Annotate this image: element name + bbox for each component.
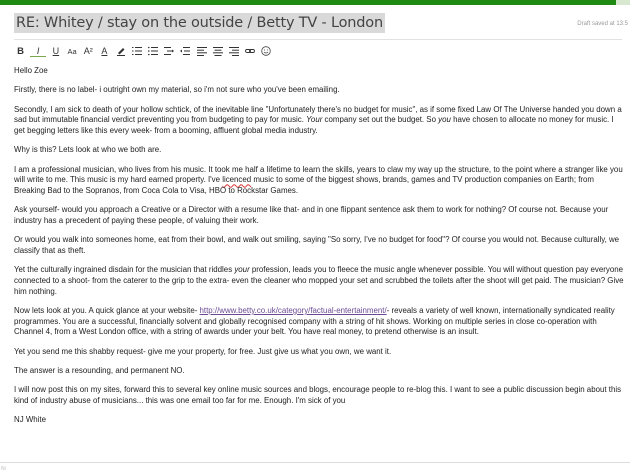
paragraph: I will now post this on my sites, forward this to several key online music sources and blogs, encourage people to re-blog this. I want to see a public discussion begin about this kind of industry abuse of musicians... this was one email too far for me. Enough. I'm sick of you — [14, 385, 622, 405]
subject-divider — [14, 39, 622, 40]
bulleted-list-icon — [148, 46, 158, 56]
text: I am a professional musician, who lives from his music. It took me half a lifetime to learn the skills, years to claw my way up the structure, to the point where a stranger like you will write to me. This music is my hard earned property. I've — [14, 164, 623, 185]
emoji-icon — [261, 46, 271, 56]
formatting-toolbar — [14, 44, 276, 58]
align-center-icon — [213, 46, 223, 56]
align-left-icon — [197, 46, 207, 56]
align-right-icon — [229, 46, 239, 56]
align-center-button[interactable] — [211, 44, 224, 58]
bold-icon: B — [17, 45, 24, 57]
indent-icon — [180, 46, 190, 56]
subject-field[interactable]: RE: Whitey / stay on the outside / Betty TV - London — [16, 15, 383, 31]
subject-row — [0, 5, 630, 39]
emphasis: you — [438, 115, 451, 125]
emphasis: your — [234, 265, 250, 275]
highlighter-icon — [116, 46, 126, 56]
emphasis: Your — [306, 115, 323, 125]
corner-mark: Ni — [1, 466, 6, 472]
superscript-icon: A² — [83, 46, 93, 56]
font-size-icon: Aa — [67, 46, 77, 56]
misspelled-word[interactable]: licenced — [222, 175, 252, 185]
italic-button[interactable] — [30, 45, 46, 57]
paragraph: Or would you walk into someones home, eat from their bowl, and walk out smiling, saying "So sorry, I've no budget for food"? Of course you would not. Because culturally, we classify that as theft. — [14, 235, 620, 255]
text: Now lets look at you. A quick glance at your website- — [14, 306, 200, 315]
emoji-button[interactable] — [260, 44, 273, 58]
superscript-button[interactable] — [82, 44, 95, 58]
text: Yet the culturally ingrained disdain for the musician that riddles — [14, 265, 235, 275]
align-left-button[interactable] — [195, 44, 208, 58]
bold-button[interactable] — [14, 44, 27, 58]
paragraph: Yet you send me this shabby request- give me your property, for free. Just give us what you own, we want it. — [14, 346, 392, 356]
numbered-list-button[interactable] — [130, 44, 143, 58]
paragraph: The answer is a resounding, and permanent NO. — [14, 366, 185, 375]
paragraph — [14, 105, 626, 137]
paragraph — [14, 165, 626, 197]
numbered-list-icon — [132, 46, 142, 56]
greeting: Hello Zoe — [14, 66, 48, 75]
text: company set out the budget. So — [322, 115, 439, 125]
font-color-button[interactable] — [98, 44, 111, 58]
font-size-button[interactable] — [66, 44, 79, 58]
align-right-button[interactable] — [227, 44, 240, 58]
bulleted-list-button[interactable] — [147, 44, 160, 58]
highlight-button[interactable] — [114, 44, 127, 58]
paragraph — [14, 265, 626, 297]
text: music to some of the biggest shows, brands, games and TV production companies on Earth; from Breaking Bad to the Sopranos, from Coca Cola to Visa, HBO to Rockstar Games. — [14, 175, 594, 195]
draft-status: Draft saved at 13:5 — [577, 21, 628, 27]
insert-link-button[interactable] — [244, 44, 257, 58]
text: have chosen to allocate no money for music. I get begging letters like this every week- from a booming, affluent global media industry. — [14, 115, 614, 135]
text: - reveals a variety of well known, internationally syndicated reality programmes. You are a successful, financially solvent and globally recognised company with a string of hit shows. Working on multiple series in close co-operation with Channel 4, from a West London office, with a string of awards under your belt. You have real money, to pretend otherwise is an insult. — [14, 306, 615, 337]
signature: NJ White — [14, 415, 47, 425]
body-divider — [0, 462, 630, 463]
paragraph: Ask yourself- would you approach a Creative or a Director with a resume like that- and in one flippant sentence ask them to work for nothing? Of course not. Because your industry has a precedent of paying these people, of valuing their work. — [14, 205, 609, 225]
paragraph — [14, 306, 626, 338]
paragraph: Why is this? Lets look at who we both are. — [14, 145, 162, 155]
paragraph: Firstly, there is no label- i outright own my material, so i'm not sure who you've been emailing. — [14, 85, 340, 95]
underline-button[interactable] — [49, 44, 62, 58]
link-icon — [245, 46, 255, 56]
underline-icon: U — [52, 46, 60, 56]
indent-button[interactable] — [179, 44, 192, 58]
text: Secondly, I am sick to death of your hollow schtick, of the inevitable line "Unfortunately there's no budget for music", as if some fixed Law Of The Universe handed you down a sad but immutable financial verdict preventing you from budgeting to pay for music. — [14, 104, 622, 125]
message-body[interactable] — [14, 66, 626, 435]
font-color-icon: A — [101, 46, 108, 56]
outdent-icon — [164, 46, 174, 56]
italic-icon: I — [36, 45, 40, 56]
text: profession, leads you to fleece the music angle whenever possible. You will without question pay everyone connected to a shoot- from the caterer to the grip to the extra- even the cleaner who mopped your set and scrubbed the toilets after the shoot will get paid. The musician? Give him nothing. — [14, 265, 624, 296]
website-link[interactable]: http://www.betty.co.uk/category/factual-entertainment/ — [199, 306, 387, 315]
outdent-button[interactable] — [163, 44, 176, 58]
